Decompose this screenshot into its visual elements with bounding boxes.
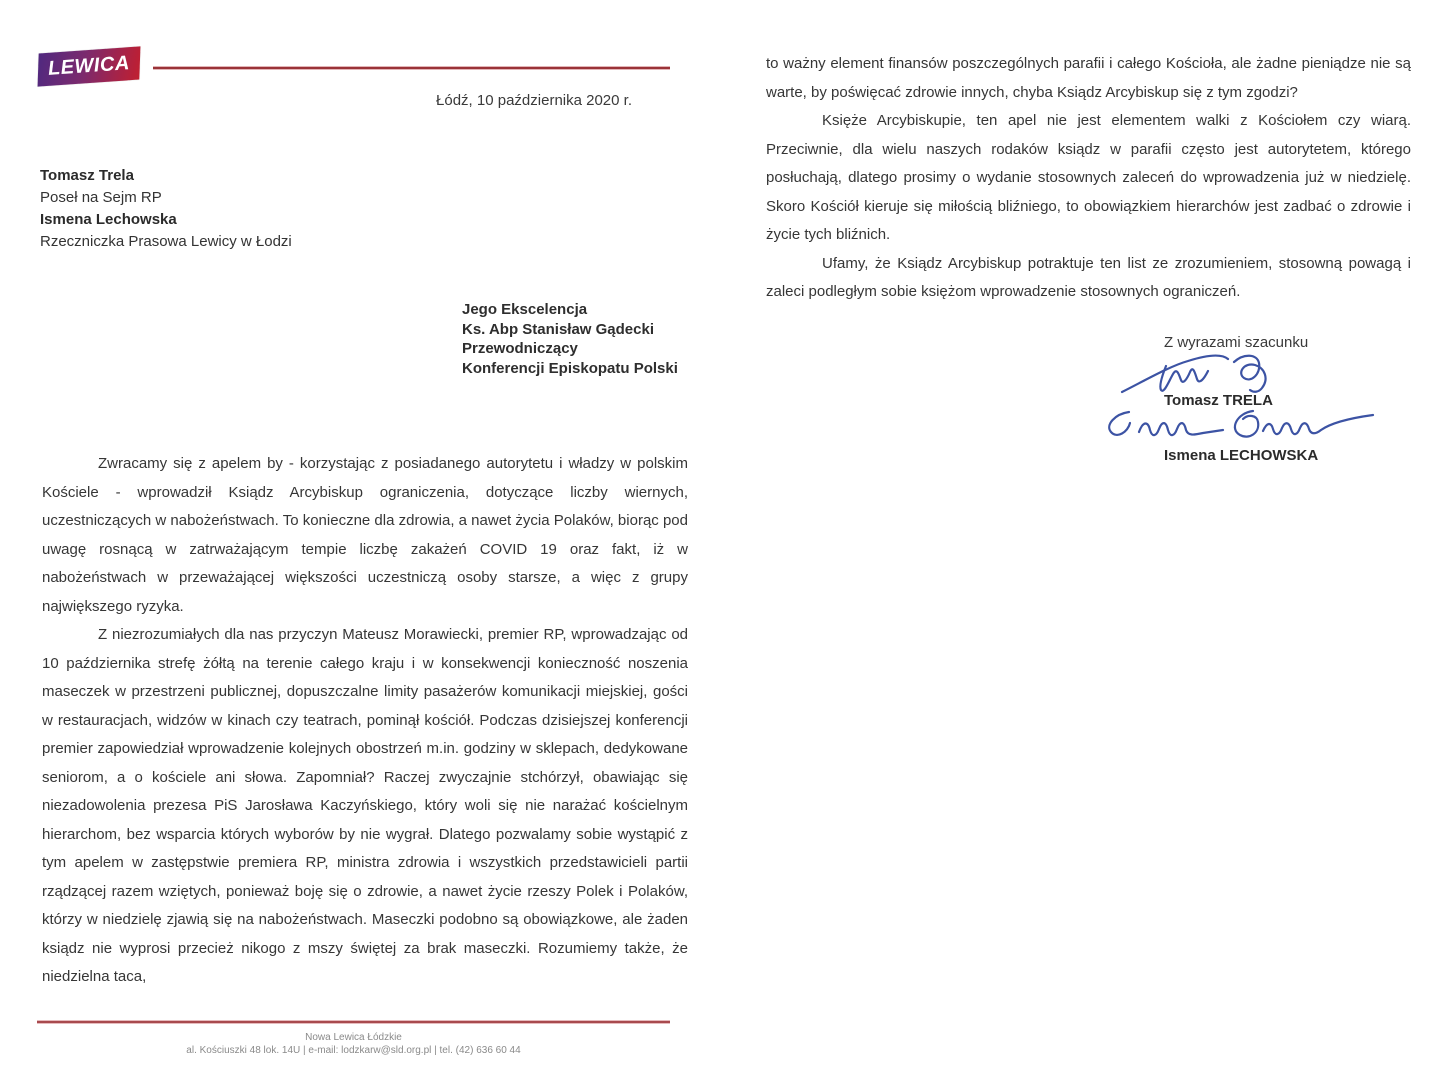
dateline: Łódź, 10 października 2020 r. [436,92,632,109]
sender-block [40,165,292,253]
lewica-logo [38,46,141,86]
footer-org: Nowa Lewica Łódzkie [305,1032,402,1043]
footer-rule [37,1021,670,1023]
signatory-name-trela: Tomasz TRELA [1164,392,1273,409]
recipient-line-4: Konferencji Episkopatu Polski [462,359,678,377]
body-paragraph-continuation: to ważny element finansów poszczególnych parafii i całego Kościoła, ale żadne pieniądze nie są warte, by poświęcać zdrowie innych, chyba Ksiądz Arcybiskup się z tym zgodzi? [766,55,1411,101]
sender-name-trela: Tomasz Trela [40,167,134,184]
recipient-line-2: Ks. Abp Stanisław Gądecki [462,320,655,338]
lewica-logo-text: LEWICA [47,52,131,80]
closing-salutation: Z wyrazami szacunku [1164,334,1309,351]
page-footer [37,1031,670,1057]
recipient-line-1: Jego Ekscelencja [462,301,588,318]
footer-contact: al. Kościuszki 48 lok. 14U | e-mail: lodzkarw@sld.org.pl | tel. (42) 636 60 44 [186,1045,521,1056]
page1-body [42,450,688,992]
body-paragraph: Ufamy, że Ksiądz Arcybiskup potraktuje ten list ze zrozumieniem, stosowną powagą i zaleci podległym sobie księżom wprowadzenie stosownych ograniczeń. [766,254,1411,300]
body-paragraph: Z niezrozumiałych dla nas przyczyn Mateusz Morawiecki, premier RP, wprowadzając od 10 października strefę żółtą na terenie całego kraju i w konsekwencji konieczność noszenia maseczek w przestrzeni publicznej, dopuszczalne limity pasażerów komunikacji miejskiej, gości w restauracjach, widzów w kinach czy teatrach, pominął kościół. Podczas dzisiejszej konferencji premier zapowiedział wprowadzenie kolejnych obostrzeń m.in. godziny w sklepach, dedykowane seniorom, a o kościele ani słowa. Zapomniał? Raczej zwyczajnie stchórzył, obawiając się niezadowolenia prezesa PiS Jarosława Kaczyńskiego, który woli się nie narażać kościelnym hierarchom, bez wsparcia których wyborów by nie wygrał. Dlatego pozwalamy sobie wystąpić z tym apelem w zastępstwie premiera RP, ministra zdrowia i wszystkich przedstawicieli partii rządzącej razem wziętych, ponieważ boję się o zdrowie, a nawet życie rzeszy Polek i Polaków, którzy w niedzielę zjawią się na nabożeństwach. Maseczki podobno są obowiązkowe, ale żaden ksiądz nie wyprosi przecież nikogo z mszy świętej za brak maseczki. Rozumiemy także, że niedzielna taca, [42,626,688,985]
header-rule [153,67,670,69]
lechowska-handwritten-signature [1095,402,1380,452]
signatory-name-lechowska: Ismena LECHOWSKA [1164,447,1319,464]
recipient-line-3: Przewodniczący [462,340,578,357]
body-paragraph: Zwracamy się z apelem by - korzystając z posiadanego autorytetu i władzy w polskim Kościele - wprowadził Ksiądz Arcybiskup ograniczenia, dotyczące liczby wiernych, uczestniczących w nabożeństwach. To konieczne dla zdrowia, a nawet życia Polaków, biorąc pod uwagę rosnącą w zatrważającym tempie liczbę zakażeń COVID 19 oraz fakt, iż w nabożeństwach w przeważającej większości uczestniczą osoby starsze, a więc z grupy największego ryzyka. [42,455,688,615]
recipient-block [462,300,678,378]
sender-name-lechowska: Ismena Lechowska [40,211,177,228]
sender-title-trela: Poseł na Sejm RP [40,189,162,206]
page2-body [766,50,1411,307]
body-paragraph: Księże Arcybiskupie, ten apel nie jest elementem walki z Kościołem czy wiarą. Przeciwnie, dla wielu naszych rodaków ksiądz w parafii często jest autorytetem, którego posłuchają, dlatego prosimy o wydanie stosownych zaleceń do wprowadzenia już w niedzielę. Skoro Kościół kieruje się miłością bliźniego, to obowiązkiem hierarchów jest zadbać o zdrowie i życie tych bliźnich. [766,112,1411,243]
sender-title-lechowska: Rzeczniczka Prasowa Lewicy w Łodzi [40,233,292,250]
